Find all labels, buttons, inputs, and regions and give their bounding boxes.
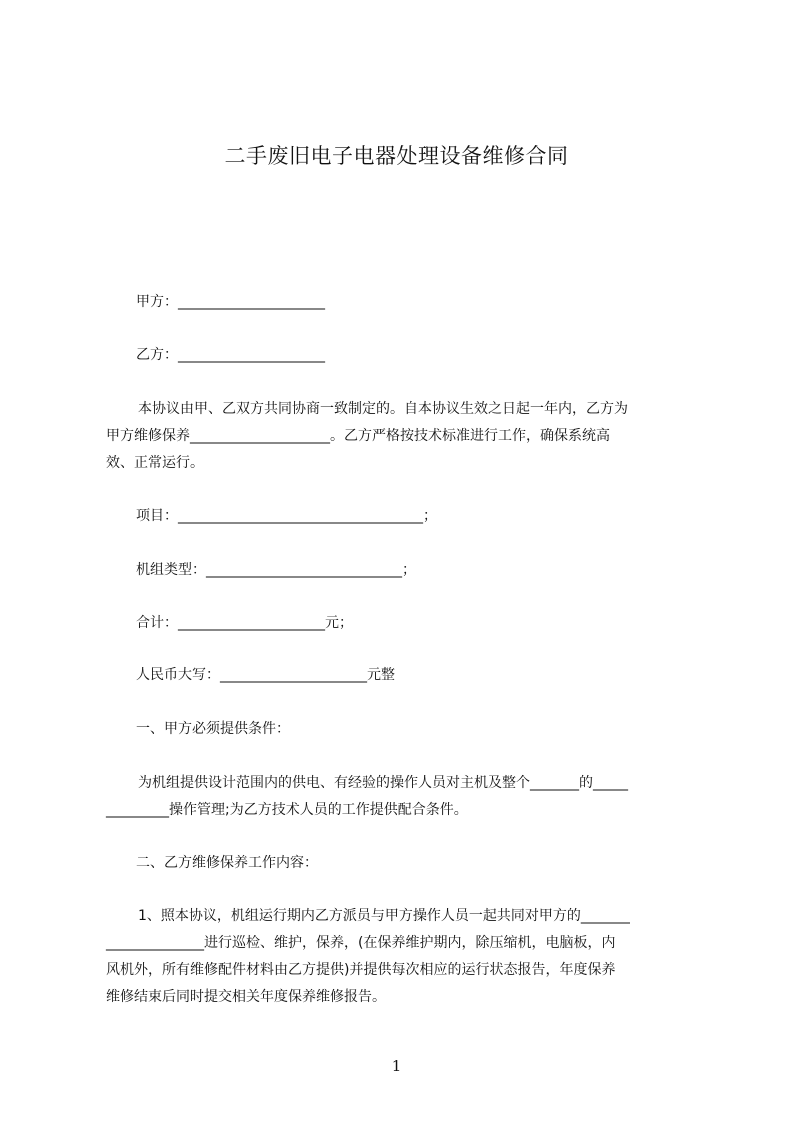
page-number: 1	[391, 1057, 402, 1075]
section-1-line-1: 为机组提供设计范围内的供电、有经验的操作人员对主机及整个_______的_____	[138, 775, 628, 791]
intro-paragraph-line-2: 甲方维修保养____________________。乙方严格按技术标准进行工作，确保系统高	[106, 428, 610, 444]
item-1-line-1: 1、照本协议，机组运行期内乙方派员与甲方操作人员一起共同对甲方的_______	[138, 908, 630, 924]
section-1-line-2: _________操作管理;为乙方技术人员的工作提供配合条件。	[106, 802, 468, 818]
unit-type-line: 机组类型：____________________________；	[136, 562, 416, 578]
party-b-line: 乙方：_____________________	[136, 347, 325, 363]
total-line: 合计：_____________________元；	[136, 615, 353, 631]
item-1-line-2: ______________进行巡检、维护，保养，(在保养维护期内，除压缩机，电脑板，内	[106, 935, 616, 951]
document-title: 二手废旧电子电器处理设备维修合同	[224, 144, 569, 168]
item-1-line-3: 风机外，所有维修配件材料由乙方提供)并提供每次相应的运行状态报告，年度保养	[106, 962, 616, 978]
project-line: 项目：___________________________________；	[136, 508, 437, 524]
intro-paragraph-line-3: 效、正常运行。	[106, 455, 204, 471]
party-a-line: 甲方：_____________________	[136, 294, 325, 310]
intro-paragraph-line-1: 本协议由甲、乙双方共同协商一致制定的。自本协议生效之日起一年内，乙方为	[138, 401, 628, 417]
section-1-heading: 一、甲方必须提供条件：	[136, 721, 290, 737]
rmb-uppercase-line: 人民币大写：_____________________元整	[136, 667, 395, 683]
item-1-line-4: 维修结束后同时提交相关年度保养维修报告。	[106, 989, 386, 1005]
section-2-heading: 二、乙方维修保养工作内容：	[136, 855, 318, 871]
